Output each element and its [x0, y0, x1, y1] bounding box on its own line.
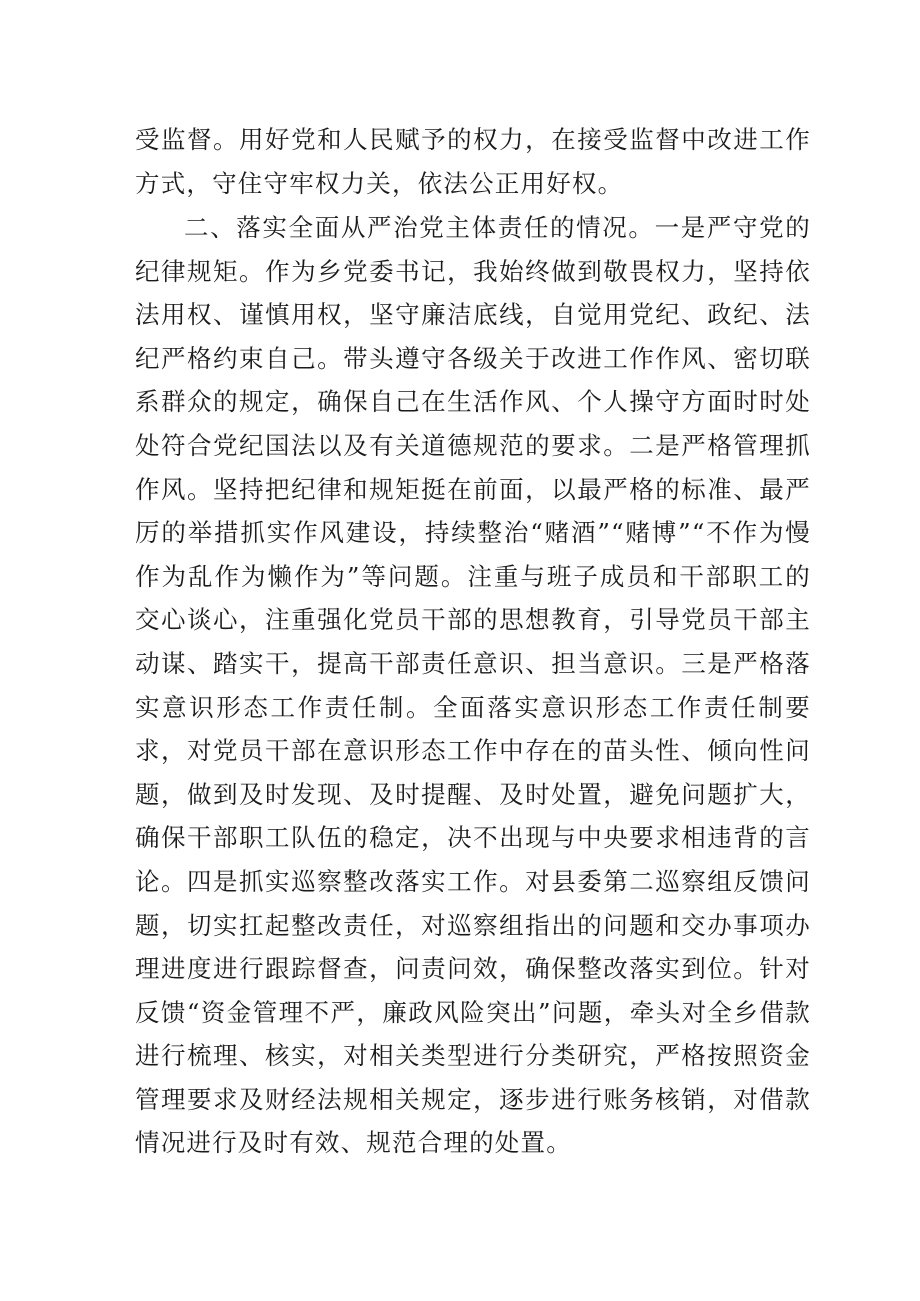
paragraph-section-two: 二、落实全面从严治党主体责任的情况。一是严守党的纪律规矩。作为乡党委书记，我始终做到敬畏权力，坚持依法用权、谨慎用权，坚守廉洁底线，自觉用党纪、政纪、法纪严格约束自己。带头遵守各级关于改进工作作风、密切联系群众的规定，确保自己在生活作风、个人操守方面时时处处符合党纪国法以及有关道德规范的要求。二是严格管理抓作风。坚持把纪律和规矩挺在前面，以最严格的标准、最严厉的举措抓实作风建设，持续整治“赌酒”“赌博”“不作为慢作为乱作为懒作为”等问题。注重与班子成员和干部职工的交心谈心，注重强化党员干部的思想教育，引导党员干部主动谋、踏实干，提高干部责任意识、担当意识。三是严格落实意识形态工作责任制。全面落实意识形态工作责任制要求，对党员干部在意识形态工作中存在的苗头性、倾向性问题，做到及时发现、及时提醒、及时处置，避免问题扩大，确保干部职工队伍的稳定，决不出现与中央要求相违背的言论。四是抓实巡察整改落实工作。对县委第二巡察组反馈问题，切实扛起整改责任，对巡察组指出的问题和交办事项办理进度进行跟踪督查，问责问效，确保整改落实到位。针对反馈“资金管理不严，廉政风险突出”问题，牵头对全乡借款进行梳理、核实，对相关类型进行分类研究，严格按照资金管理要求及财经法规相关规定，逐步进行账务核销，对借款情况进行及时有效、规范合理的处置。	[135, 213, 811, 1158]
paragraph-continuation: 受监督。用好党和人民赋予的权力，在接受监督中改进工作方式，守住守牢权力关，依法公正用好权。	[135, 125, 811, 198]
